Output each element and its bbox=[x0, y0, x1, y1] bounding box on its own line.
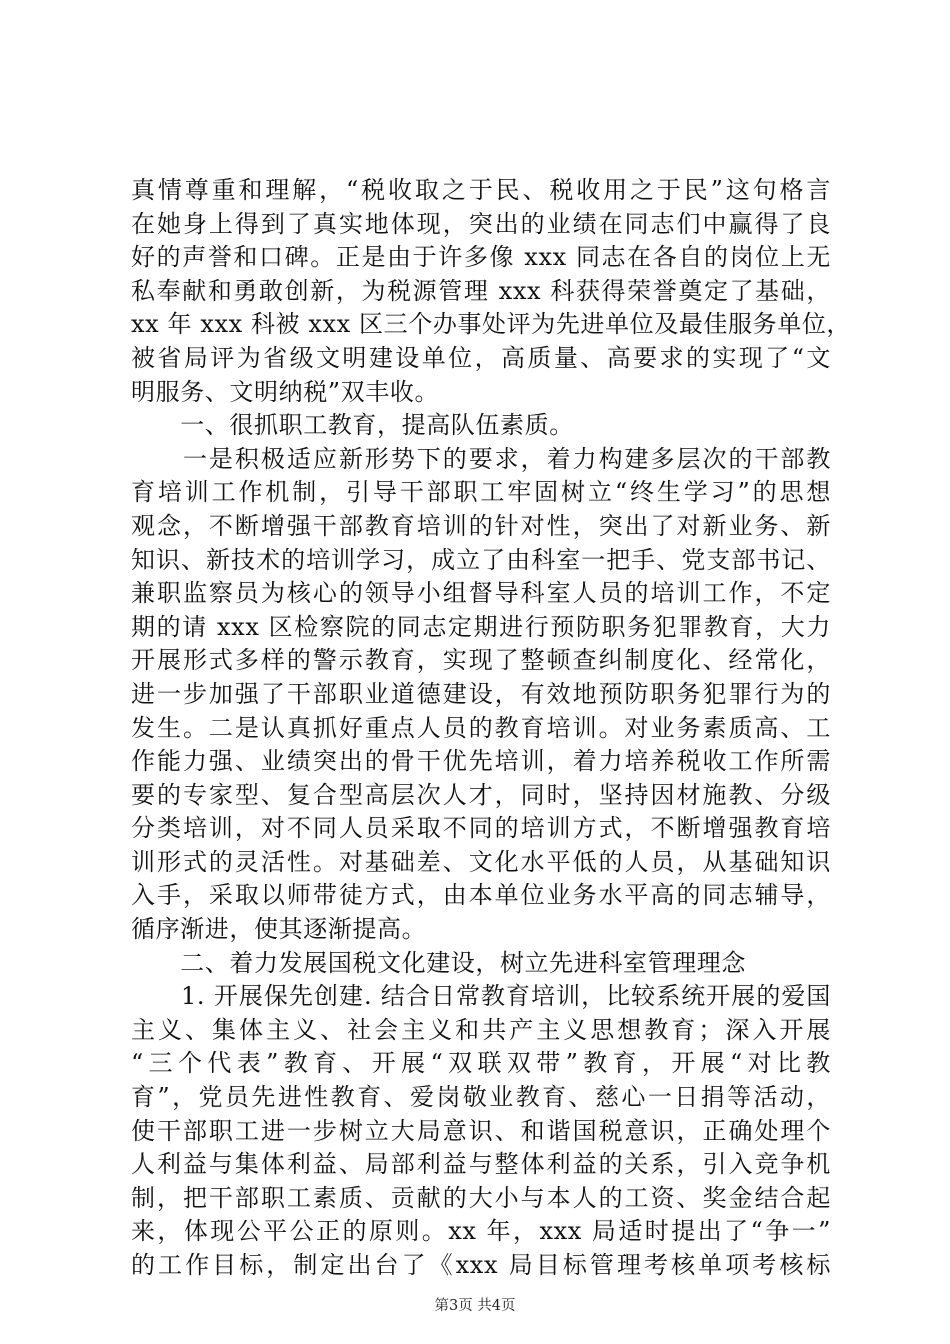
text-line: 人利益与集体利益、局部利益与整体利益的关系，引入竞争机 bbox=[131, 1150, 831, 1179]
text-line: 分类培训，对不同人员采取不同的培训方式，不断增强教育培 bbox=[131, 814, 831, 843]
text-line: 1. 开展保先创建. 结合日常教育培训，比较系统开展的爱国 bbox=[131, 982, 831, 1011]
text-line: 使干部职工进一步树立大局意识、和谐国税意识，正确处理个 bbox=[131, 1116, 831, 1145]
text-line: 兼职监察员为核心的领导小组督导科室人员的培训工作，不定 bbox=[131, 579, 831, 608]
section-heading: 一、很抓职工教育，提高队伍素质。 bbox=[131, 411, 574, 440]
text-line: 来，体现公平公正的原则。xx 年，xxx 局适时提出了“争一” bbox=[131, 1217, 831, 1246]
text-line: 被省局评为省级文明建设单位，高质量、高要求的实现了“文 bbox=[131, 343, 831, 372]
text-line: 进一步加强了干部职业道德建设，有效地预防职务犯罪行为的 bbox=[131, 679, 831, 708]
text-line: 循序渐进，使其逐渐提高。 bbox=[131, 915, 427, 944]
text-line: 知识、新技术的培训学习，成立了由科室一把手、党支部书记、 bbox=[131, 545, 831, 574]
text-line: 的工作目标，制定出台了《xxx 局目标管理考核单项考核标 bbox=[131, 1251, 831, 1279]
text-line: 私奉献和勇敢创新，为税源管理 xxx 科获得荣誉奠定了基础， bbox=[131, 276, 831, 305]
text-line: 育”，党员先进性教育、爱岗敬业教育、慈心一日捐等活动， bbox=[131, 1083, 831, 1112]
text-line: 开展形式多样的警示教育，实现了整顿查纠制度化、经常化， bbox=[131, 646, 831, 675]
text-line: 真情尊重和理解，“税收取之于民、税收用之于民”这句格言 bbox=[131, 176, 831, 204]
page-number-footer: 第3页 共4页 bbox=[434, 1298, 516, 1314]
text-line: 入手，采取以师带徒方式，由本单位业务水平高的同志辅导， bbox=[131, 881, 831, 910]
text-line: 好的声誉和口碑。正是由于许多像 xxx 同志在各自的岗位上无 bbox=[131, 243, 831, 272]
text-line: 作能力强、业绩突出的骨干优先培训，着力培养税收工作所需 bbox=[131, 747, 831, 776]
text-line: “三个代表”教育、开展“双联双带”教育，开展“对比教 bbox=[131, 1049, 831, 1078]
text-line: 一是积极适应新形势下的要求，着力构建多层次的干部教 bbox=[131, 444, 831, 473]
text-line: 训形式的灵活性。对基础差、文化水平低的人员，从基础知识 bbox=[131, 847, 831, 876]
text-line: 期的请 xxx 区检察院的同志定期进行预防职务犯罪教育，大力 bbox=[131, 612, 831, 641]
text-line: 在她身上得到了真实地体现，突出的业绩在同志们中赢得了良 bbox=[131, 209, 831, 238]
text-line: 要的专家型、复合型高层次人才，同时，坚持因材施教、分级 bbox=[131, 780, 831, 809]
text-line: 育培训工作机制，引导干部职工牢固树立“终生学习”的思想 bbox=[131, 478, 831, 507]
text-line: 明服务、文明纳税”双丰收。 bbox=[131, 377, 440, 406]
body-text bbox=[131, 174, 852, 1283]
text-line: xx 年 xxx 科被 xxx 区三个办事处评为先进单位及最佳服务单位， bbox=[131, 310, 852, 339]
text-line: 主义、集体主义、社会主义和共产主义思想教育；深入开展 bbox=[131, 1015, 831, 1044]
text-line: 制，把干部职工素质、贡献的大小与本人的工资、奖金结合起 bbox=[131, 1183, 831, 1212]
text-line: 发生。二是认真抓好重点人员的教育培训。对业务素质高、工 bbox=[131, 713, 831, 742]
text-line: 观念，不断增强干部教育培训的针对性，突出了对新业务、新 bbox=[131, 511, 831, 540]
section-heading: 二、着力发展国税文化建设，树立先进科室管理理念 bbox=[131, 948, 746, 977]
